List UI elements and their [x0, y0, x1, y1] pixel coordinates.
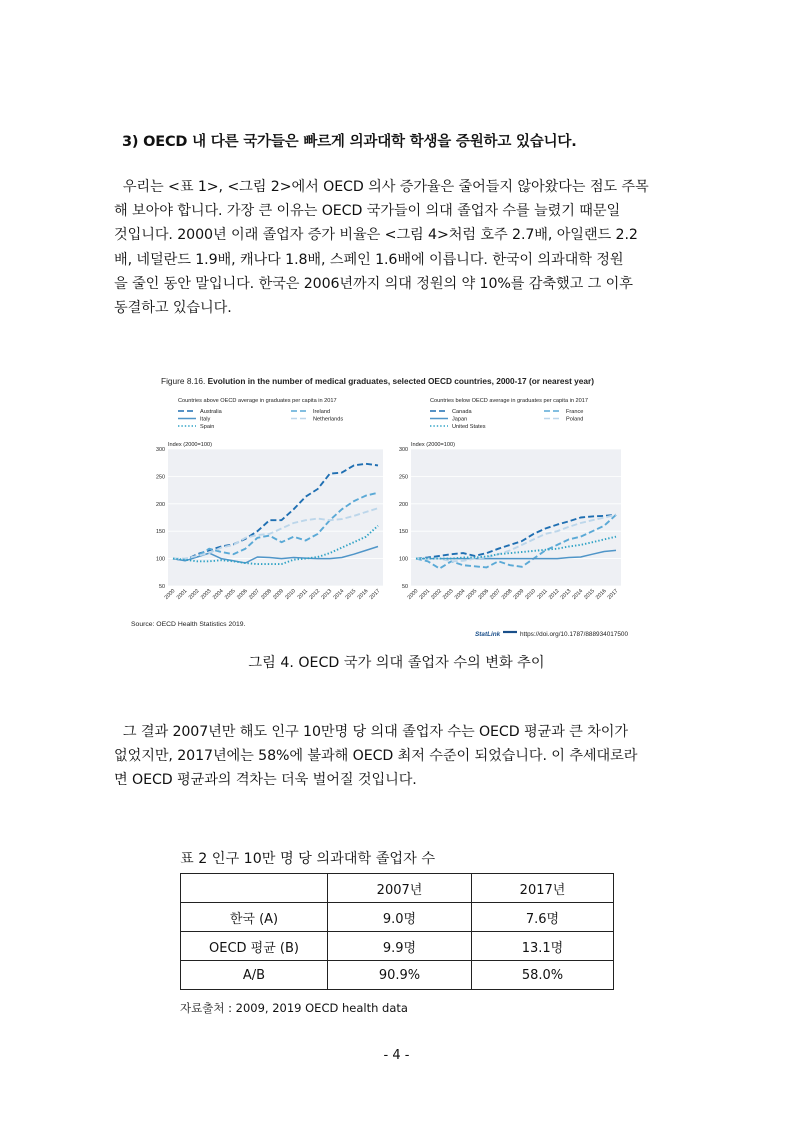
paragraph-line: 우리는 <표 1>, <그림 2>에서 OECD 의사 증가율은 줄어들지 않아왔다는 점도 주목 — [114, 179, 649, 195]
x-tick-label: 2008 — [500, 588, 514, 601]
paragraph-line: 것입니다. 2000년 이래 졸업자 증가 비율은 <그림 4>처럼 호주 2.7배, 아일랜드 2.2 — [114, 227, 638, 244]
x-tick-label: 2015 — [583, 588, 596, 601]
legend-label: Poland — [566, 416, 584, 423]
x-tick-label: 2002 — [187, 588, 201, 601]
x-tick-label: 2000 — [163, 588, 177, 601]
table-row — [181, 903, 614, 932]
x-tick-label: 2014 — [571, 588, 585, 601]
x-tick-label: 2009 — [272, 588, 285, 601]
figure-medical-graduates — [126, 370, 676, 645]
y-tick-label: 50 — [159, 584, 165, 590]
legend-label: Italy — [200, 416, 211, 423]
table-source: 자료출처 : 2009, 2019 OECD health data — [180, 1001, 408, 1015]
svg-text:Figure 8.16. Evolution in the — [161, 376, 594, 386]
paragraph-line: 그 결과 2007년만 해도 인구 10만명 당 의대 졸업자 수는 OECD 평균과 큰 차이가 — [114, 724, 629, 740]
y-tick-label: 150 — [156, 529, 165, 536]
table-row — [181, 932, 614, 961]
y-axis-label: Index (2000=100) — [411, 442, 456, 448]
x-tick-label: 2005 — [465, 588, 479, 601]
x-tick-label: 2009 — [512, 588, 526, 601]
x-tick-label: 2004 — [211, 588, 225, 601]
legend-label: Australia — [200, 409, 222, 415]
x-tick-label: 2004 — [453, 588, 467, 601]
chart-panel-below — [399, 398, 621, 601]
graduates-table — [180, 873, 614, 990]
y-tick-label: 200 — [399, 501, 408, 508]
x-tick-label: 2010 — [284, 588, 298, 601]
x-tick-label: 2006 — [236, 588, 249, 601]
table-caption: 표 2 인구 10만 명 당 의과대학 졸업자 수 — [180, 851, 436, 867]
figure-title: Evolution in the number of medical graduates, selected OECD countries, 2000-17 (or nearest year) — [207, 376, 594, 386]
table-header-cell — [181, 874, 328, 903]
chart-title: Countries above OECD average in graduates per capita in 2017 — [178, 398, 337, 404]
statlink-label: StatLink — [475, 631, 501, 638]
figure-prefix: Figure 8.16. — [161, 376, 208, 386]
y-tick-label: 250 — [156, 474, 165, 481]
x-tick-label: 2012 — [547, 588, 561, 601]
x-tick-label: 2015 — [344, 588, 358, 601]
paragraph-line: 동결하고 있습니다. — [114, 300, 232, 317]
paragraph-line: 배, 네덜란드 1.9배, 캐나다 1.8배, 스페인 1.6배에 이릅니다. 한국이 의과대학 정원 — [114, 251, 624, 268]
table-header-cell: 2017년 — [472, 874, 614, 903]
x-tick-label: 2005 — [223, 588, 237, 601]
y-tick-label: 100 — [399, 556, 408, 563]
paragraph-line: 면 OECD 평균과의 격차는 더욱 벌어질 것입니다. — [114, 772, 417, 789]
table-header-cell: 2007년 — [328, 874, 472, 903]
statlink-url[interactable]: https://doi.org/10.1787/888934017500 — [520, 631, 629, 638]
paragraph-result — [114, 720, 682, 793]
legend-label: United States — [452, 424, 486, 430]
y-tick-label: 250 — [399, 474, 408, 481]
table-cell: 한국 (A) — [181, 903, 328, 932]
legend-label: France — [566, 409, 584, 415]
x-tick-label: 2013 — [320, 588, 334, 601]
y-axis-label: Index (2000=100) — [168, 442, 213, 448]
table-cell: 9.9명 — [328, 932, 472, 961]
x-tick-label: 2002 — [430, 588, 443, 601]
x-tick-label: 2014 — [332, 588, 346, 601]
x-tick-label: 2017 — [606, 588, 620, 601]
x-tick-label: 2008 — [260, 588, 273, 601]
y-tick-label: 200 — [156, 501, 165, 508]
y-tick-label: 150 — [399, 529, 408, 536]
table-cell: 13.1명 — [472, 932, 614, 961]
x-tick-label: 2006 — [477, 588, 491, 601]
y-tick-label: 300 — [156, 447, 165, 453]
legend-label: Japan — [452, 416, 468, 423]
paragraph-line: 을 줄인 동안 말입니다. 한국은 2006년까지 의대 정원의 약 10%를 감축했고 그 이후 — [114, 275, 633, 292]
table-cell: 58.0% — [472, 961, 614, 990]
table-cell: OECD 평균 (B) — [181, 932, 328, 961]
x-tick-label: 2000 — [406, 588, 420, 601]
figure-source: Source: OECD Health Statistics 2019. — [131, 621, 246, 628]
x-tick-label: 2007 — [489, 588, 502, 601]
x-tick-label: 2012 — [308, 588, 322, 601]
paragraph-line: 없었지만, 2017년에는 58%에 불과해 OECD 최저 수준이 되었습니다. 이 추세대로라 — [114, 748, 638, 765]
x-tick-label: 2016 — [594, 588, 608, 601]
x-tick-label: 2016 — [356, 588, 370, 601]
x-tick-label: 2003 — [441, 588, 455, 601]
x-tick-label: 2017 — [368, 588, 382, 601]
x-tick-label: 2003 — [199, 588, 213, 601]
x-tick-label: 2011 — [296, 588, 310, 601]
legend-label: Netherlands — [313, 416, 344, 423]
table-cell: 9.0명 — [328, 903, 472, 932]
chart-panel-above — [156, 398, 383, 601]
y-tick-label: 300 — [399, 447, 408, 453]
paragraph-line: 해 보아야 합니다. 가장 큰 이유는 OECD 국가들이 의대 졸업자 수를 늘렸기 때문일 — [114, 203, 621, 220]
table-header-row — [181, 874, 614, 903]
chart-title: Countries below OECD average in graduates per capita in 2017 — [430, 398, 588, 404]
paragraph-oecd-increase — [114, 175, 682, 320]
figure-caption: 그림 4. OECD 국가 의대 졸업자 수의 변화 추이 — [248, 655, 545, 671]
x-tick-label: 2011 — [536, 588, 549, 601]
table-cell: 7.6명 — [472, 903, 614, 932]
page-number: - 4 - — [383, 1048, 410, 1063]
x-tick-label: 2013 — [559, 588, 573, 601]
section-heading: 3) OECD 내 다른 국가들은 빠르게 의과대학 학생을 증원하고 있습니다. — [122, 134, 577, 150]
table-cell: 90.9% — [328, 961, 472, 990]
legend-label: Ireland — [313, 409, 331, 415]
legend-label: Canada — [452, 409, 472, 415]
statlink[interactable] — [475, 631, 628, 638]
y-tick-label: 100 — [156, 556, 165, 563]
x-tick-label: 2001 — [418, 588, 432, 601]
x-tick-label: 2001 — [175, 588, 189, 601]
table-row — [181, 961, 614, 990]
legend-label: Spain — [200, 424, 215, 430]
x-tick-label: 2010 — [524, 588, 538, 601]
y-tick-label: 50 — [402, 584, 408, 590]
x-tick-label: 2007 — [248, 588, 261, 601]
table-cell: A/B — [181, 961, 328, 990]
